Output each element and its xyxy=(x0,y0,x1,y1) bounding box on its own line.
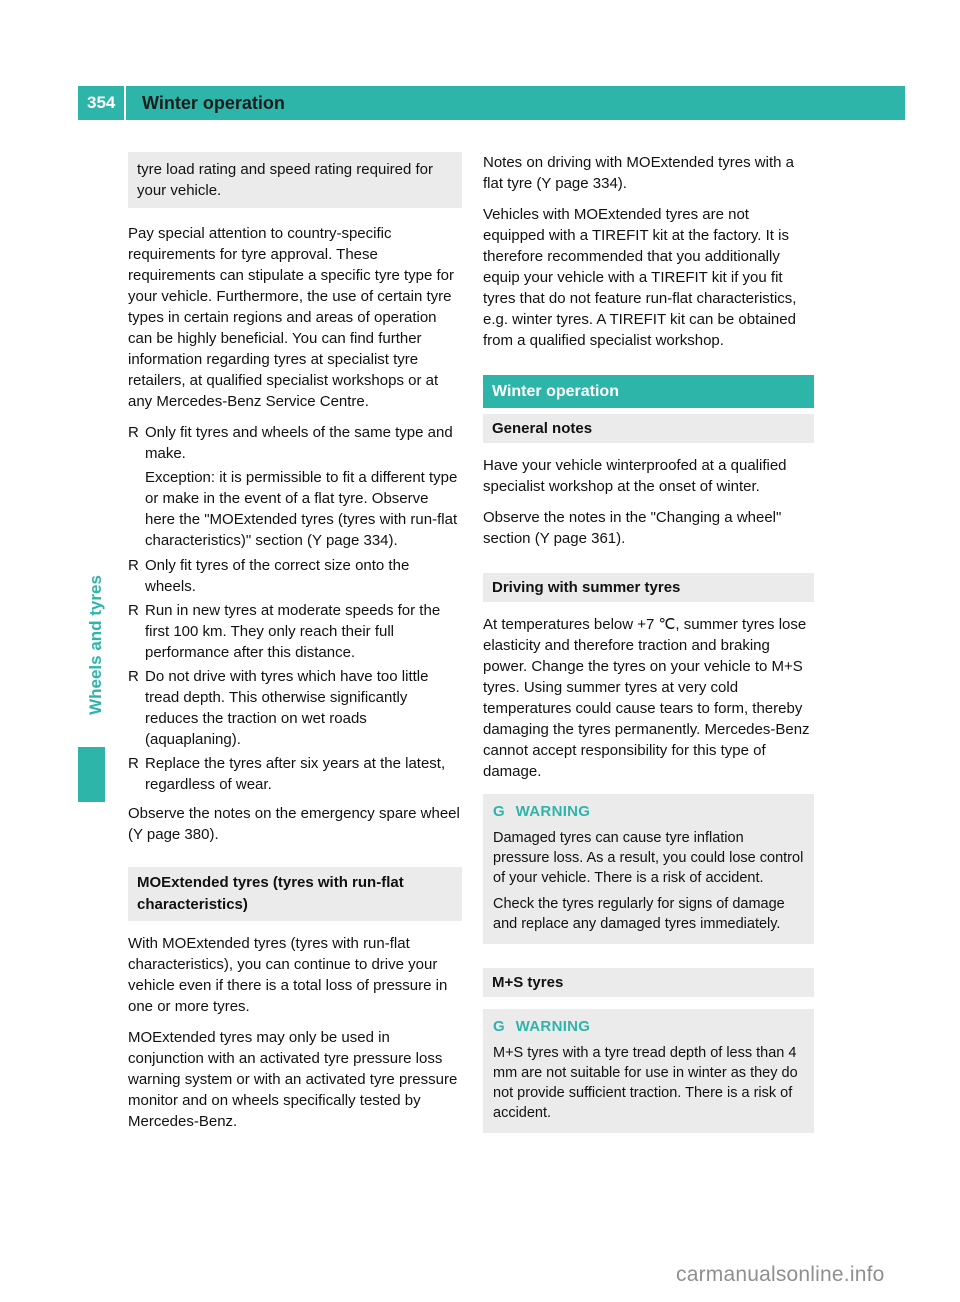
section-heading-winter-operation: Winter operation xyxy=(483,375,814,408)
list-item-text: Only fit tyres and wheels of the same type and make. xyxy=(145,424,453,462)
bullet-icon: R xyxy=(128,424,139,441)
list-item-text: Run in new tyres at moderate speeds for the first 100 km. They only reach their full performance after this distance. xyxy=(145,602,441,661)
paragraph-summer-tyres: At temperatures below +7 ℃, summer tyres lose elasticity and therefore traction and braking power. Change the tyres on your vehicle to M+S tyres. Using summer tyres at very cold temperatures could cause tears to form, thereby damaging the tyres permanently. Mercedes-Benz cannot accept responsibility for this type of damage. xyxy=(483,616,810,780)
subsection-heading-general-notes: General notes xyxy=(483,414,814,443)
list-item xyxy=(128,753,462,795)
subsection-heading-summer-tyres: Driving with summer tyres xyxy=(483,573,814,602)
warning-text: Damaged tyres can cause tyre inflation pressure loss. As a result, you could lose control of your vehicle. There is a risk of accident. xyxy=(493,830,804,886)
list-item-text: Replace the tyres after six years at the latest, regardless of wear. xyxy=(145,755,446,793)
paragraph-winterproof: Have your vehicle winterproofed at a qualified specialist workshop at the onset of winter. xyxy=(483,457,787,495)
section-heading-moextended: MOExtended tyres (tyres with run-flat characteristics) xyxy=(128,867,462,921)
list-item xyxy=(128,555,462,597)
list-item xyxy=(128,422,462,464)
list-item-exception-note: Exception: it is permissible to fit a different type or make in the event of a flat tyre. Observe here the "MOExtended tyres (tyres with run-flat characteristics)" section (Y page 334). xyxy=(145,469,458,549)
paragraph-country-specific: Pay special attention to country-specific requirements for tyre approval. These requirements can stipulate a specific tyre type for your vehicle. Furthermore, the use of certain tyre types in certain regions and areas of operation can be highly beneficial. You can find further information regarding tyres at specialist tyre retailers, at qualified specialist workshops or at any Mercedes-Benz Service Centre. xyxy=(128,225,454,410)
warning-box-damaged-tyres xyxy=(483,794,814,944)
subsection-heading-ms-tyres: M+S tyres xyxy=(483,968,814,997)
warning-header xyxy=(493,1017,804,1037)
paragraph-moextended-1: With MOExtended tyres (tyres with run-flat characteristics), you can continue to drive your vehicle even if there is a total loss of pressure in one or more tyres. xyxy=(128,935,448,1015)
list-item-text: Only fit tyres of the correct size onto the wheels. xyxy=(145,557,410,595)
bullet-icon: R xyxy=(128,668,139,685)
list-item xyxy=(128,600,462,663)
warning-text: M+S tyres with a tyre tread depth of less than 4 mm are not suitable for use in winter as they do not provide sufficient traction. There is a risk of accident. xyxy=(493,1045,798,1121)
chapter-tab-marker xyxy=(78,747,105,802)
list-item xyxy=(128,666,462,750)
warning-header xyxy=(493,802,804,822)
paragraph-tirefit: Vehicles with MOExtended tyres are not equipped with a TIREFIT kit at the factory. It is therefore recommended that you additionally equip your vehicle with a TIREFIT kit if you fit tyres that do not feature run-flat characteristics, e.g. winter tyres. A TIREFIT kit can be obtained from a qualified specialist workshop. xyxy=(483,206,797,349)
paragraph-notes-flat-tyre: Notes on driving with MOExtended tyres with a flat tyre (Y page 334). xyxy=(483,154,794,192)
page-title: Winter operation xyxy=(142,92,285,113)
warning-box-ms-tyres xyxy=(483,1009,814,1133)
warning-label: WARNING xyxy=(515,803,591,820)
page-header xyxy=(78,86,905,120)
paragraph-moextended-2: MOExtended tyres may only be used in conjunction with an activated tyre pressure loss warning system or with an activated tyre pressure monitor and on wheels specifically tested by Mercedes-Benz. xyxy=(128,1029,458,1130)
bullet-icon: R xyxy=(128,602,139,619)
bullet-icon: R xyxy=(128,755,139,772)
warning-text: Check the tyres regularly for signs of damage and replace any damaged tyres immediately. xyxy=(493,896,785,932)
warning-triangle-icon: G xyxy=(493,803,505,820)
paragraph-changing-wheel: Observe the notes in the "Changing a wheel" section (Y page 361). xyxy=(483,509,782,547)
continued-note-box: tyre load rating and speed rating required for your vehicle. xyxy=(128,152,462,208)
bullet-icon: R xyxy=(128,557,139,574)
warning-triangle-icon: G xyxy=(493,1018,505,1035)
list-item-text: Do not drive with tyres which have too little tread depth. This otherwise significantly reduces the traction on wet roads (aquaplaning). xyxy=(145,668,429,748)
chapter-label: Wheels and tyres xyxy=(86,575,105,715)
left-column xyxy=(128,152,462,1142)
paragraph-emergency-spare-wheel: Observe the notes on the emergency spare wheel (Y page 380). xyxy=(128,805,460,843)
page-number: 354 xyxy=(87,93,116,112)
right-column xyxy=(483,152,814,1147)
warning-label: WARNING xyxy=(515,1018,591,1035)
watermark: carmanualsonline.info xyxy=(676,1263,885,1286)
